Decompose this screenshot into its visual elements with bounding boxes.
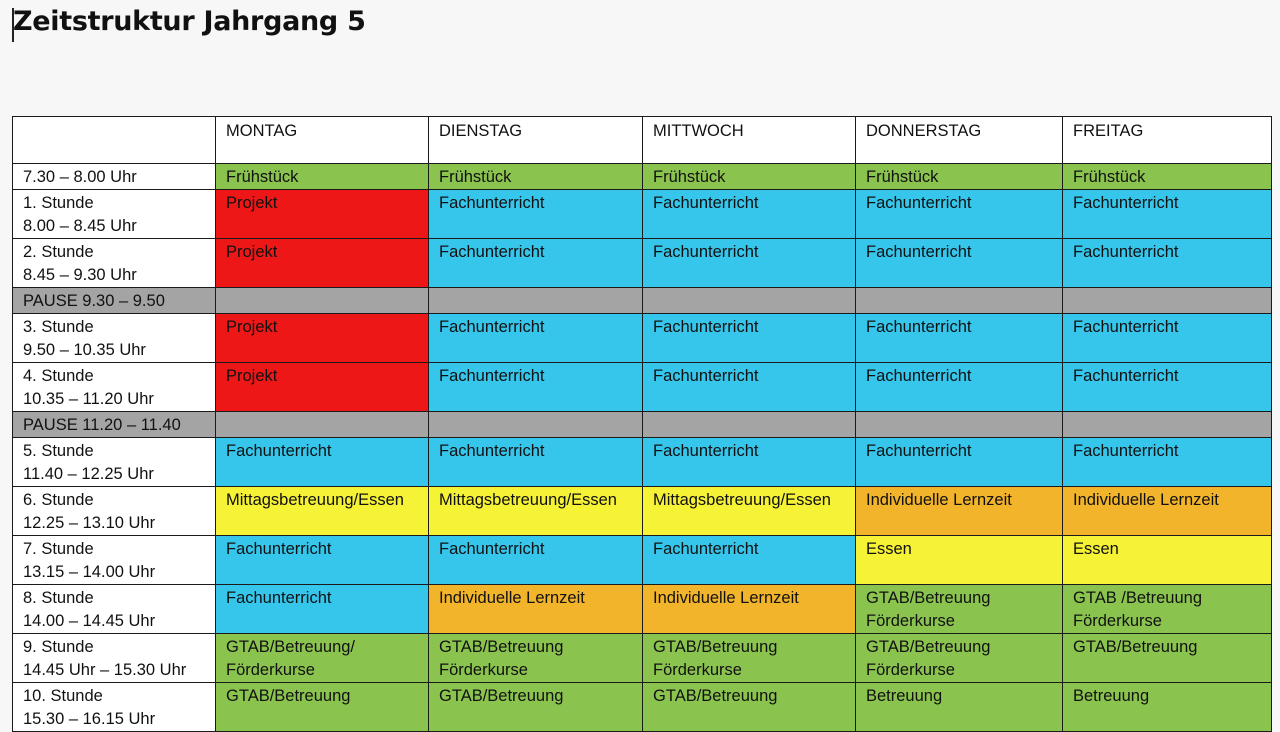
lesson-cell (856, 634, 1063, 683)
lesson-text: Individuelle Lernzeit (653, 589, 799, 607)
period-label: 1. Stunde (23, 194, 94, 212)
lesson-cell (216, 412, 429, 438)
lesson-cell (1063, 683, 1272, 732)
lesson-text: Fachunterricht (866, 318, 972, 336)
period-row (13, 585, 1272, 634)
period-label: 4. Stunde (23, 367, 94, 385)
lesson-text: Fachunterricht (1073, 194, 1179, 212)
corner-cell (13, 117, 216, 164)
lesson-cell (643, 190, 856, 239)
lesson-text: Frühstück (439, 168, 512, 186)
lesson-text: GTAB/Betreuung (1073, 638, 1198, 656)
period-label: PAUSE 11.20 – 11.40 (23, 416, 181, 434)
period-time: 8.00 – 8.45 Uhr (23, 217, 137, 235)
day-header-wednesday: MITTWOCH (643, 117, 856, 164)
lesson-text: Fachunterricht (1073, 318, 1179, 336)
lesson-text: Fachunterricht (866, 194, 972, 212)
period-time-cell (13, 487, 216, 536)
lesson-cell (216, 314, 429, 363)
period-time-cell (13, 164, 216, 190)
lesson-text: Fachunterricht (1073, 442, 1179, 460)
period-label: 3. Stunde (23, 318, 94, 336)
period-time: 14.45 Uhr – 15.30 Uhr (23, 661, 187, 679)
lesson-text: Fachunterricht (226, 442, 332, 460)
period-label: 5. Stunde (23, 442, 94, 460)
lesson-text: Fachunterricht (439, 243, 545, 261)
lesson-text: Förderkurse (439, 661, 528, 679)
period-time-cell (13, 634, 216, 683)
lesson-cell (216, 585, 429, 634)
lesson-cell (643, 683, 856, 732)
lesson-text: Förderkurse (1073, 612, 1162, 630)
period-time: 9.50 – 10.35 Uhr (23, 341, 146, 359)
header-row (13, 117, 1272, 164)
lesson-cell (643, 412, 856, 438)
lesson-text: Individuelle Lernzeit (439, 589, 585, 607)
lesson-text: Fachunterricht (1073, 367, 1179, 385)
lesson-text: Fachunterricht (439, 540, 545, 558)
lesson-cell (216, 190, 429, 239)
lesson-text: Förderkurse (226, 661, 315, 679)
lesson-cell (216, 288, 429, 314)
lesson-cell (856, 585, 1063, 634)
lesson-cell (216, 634, 429, 683)
lesson-text: Projekt (226, 243, 278, 261)
lesson-cell (856, 412, 1063, 438)
pause-row (13, 412, 1272, 438)
period-label: 10. Stunde (23, 687, 103, 705)
period-time-cell (13, 363, 216, 412)
lesson-text: GTAB/Betreuung (653, 638, 778, 656)
period-row (13, 683, 1272, 732)
lesson-cell (856, 288, 1063, 314)
lesson-text: Fachunterricht (866, 442, 972, 460)
lesson-cell (1063, 585, 1272, 634)
lesson-text: Essen (866, 540, 912, 558)
lesson-cell (643, 634, 856, 683)
lesson-cell (1063, 438, 1272, 487)
period-time-cell (13, 585, 216, 634)
lesson-text: GTAB/Betreuung (866, 589, 991, 607)
period-label: PAUSE 9.30 – 9.50 (23, 292, 165, 310)
lesson-cell (429, 487, 643, 536)
lesson-cell (643, 585, 856, 634)
period-row (13, 438, 1272, 487)
lesson-text: Projekt (226, 367, 278, 385)
lesson-cell (643, 288, 856, 314)
period-time: 10.35 – 11.20 Uhr (23, 390, 154, 408)
lesson-text: GTAB /Betreuung (1073, 589, 1203, 607)
lesson-text: Mittagsbetreuung/Essen (439, 491, 617, 509)
period-row (13, 487, 1272, 536)
timetable-body (13, 164, 1272, 732)
period-row (13, 634, 1272, 683)
period-label: 6. Stunde (23, 491, 94, 509)
lesson-cell (429, 438, 643, 487)
lesson-cell (856, 683, 1063, 732)
lesson-text: GTAB/Betreuung (439, 687, 564, 705)
lesson-cell (429, 536, 643, 585)
lesson-text: Fachunterricht (439, 194, 545, 212)
lesson-cell (216, 536, 429, 585)
lesson-cell (1063, 288, 1272, 314)
lesson-cell (856, 487, 1063, 536)
lesson-cell (856, 239, 1063, 288)
period-label: 8. Stunde (23, 589, 94, 607)
lesson-text: Förderkurse (866, 612, 955, 630)
period-time: 8.45 – 9.30 Uhr (23, 266, 137, 284)
lesson-text: Frühstück (866, 168, 939, 186)
period-time-cell (13, 190, 216, 239)
period-time-cell (13, 536, 216, 585)
day-header-monday: MONTAG (216, 117, 429, 164)
period-time-cell (13, 438, 216, 487)
document-title: Zeitstruktur Jahrgang 5 (13, 6, 366, 37)
lesson-text: GTAB/Betreuung (653, 687, 778, 705)
lesson-cell (643, 314, 856, 363)
timetable (12, 116, 1272, 732)
lesson-cell (643, 239, 856, 288)
lesson-text: Förderkurse (653, 661, 742, 679)
lesson-text: Frühstück (226, 168, 299, 186)
lesson-cell (429, 683, 643, 732)
lesson-text: Fachunterricht (653, 318, 759, 336)
pause-row (13, 288, 1272, 314)
lesson-text: GTAB/Betreuung (226, 687, 351, 705)
lesson-cell (643, 487, 856, 536)
lesson-cell (856, 536, 1063, 585)
period-time-cell (13, 314, 216, 363)
lesson-text: Frühstück (1073, 168, 1146, 186)
lesson-text: Projekt (226, 318, 278, 336)
lesson-text: GTAB/Betreuung/ (226, 638, 356, 656)
lesson-text: GTAB/Betreuung (866, 638, 991, 656)
lesson-cell (216, 683, 429, 732)
lesson-cell (1063, 363, 1272, 412)
lesson-cell (1063, 314, 1272, 363)
pause-label-cell (13, 288, 216, 314)
lesson-cell (643, 363, 856, 412)
lesson-text: Mittagsbetreuung/Essen (653, 491, 831, 509)
lesson-text: Fachunterricht (653, 442, 759, 460)
lesson-text: Fachunterricht (439, 318, 545, 336)
lesson-text: Fachunterricht (653, 540, 759, 558)
lesson-text: Fachunterricht (653, 367, 759, 385)
lesson-cell (429, 190, 643, 239)
lesson-text: Fachunterricht (1073, 243, 1179, 261)
lesson-cell (216, 363, 429, 412)
period-time: 12.25 – 13.10 Uhr (23, 514, 156, 532)
period-time-cell (13, 239, 216, 288)
lesson-cell (856, 438, 1063, 487)
day-header-thursday: DONNERSTAG (856, 117, 1063, 164)
lesson-text: Fachunterricht (866, 367, 972, 385)
lesson-text: Betreuung (866, 687, 943, 705)
lesson-cell (1063, 190, 1272, 239)
lesson-text: Essen (1073, 540, 1119, 558)
period-row (13, 363, 1272, 412)
lesson-cell (1063, 239, 1272, 288)
lesson-text: Projekt (226, 194, 278, 212)
lesson-cell (429, 412, 643, 438)
period-row (13, 190, 1272, 239)
period-row (13, 164, 1272, 190)
lesson-text: Fachunterricht (226, 589, 332, 607)
lesson-text: Fachunterricht (439, 442, 545, 460)
period-row (13, 239, 1272, 288)
pause-label-cell (13, 412, 216, 438)
period-row (13, 536, 1272, 585)
lesson-text: Individuelle Lernzeit (866, 491, 1012, 509)
period-row (13, 314, 1272, 363)
lesson-cell (1063, 412, 1272, 438)
period-label: 7.30 – 8.00 Uhr (23, 168, 137, 186)
lesson-cell (1063, 164, 1272, 190)
lesson-cell (429, 164, 643, 190)
period-time: 13.15 – 14.00 Uhr (23, 563, 156, 581)
lesson-text: Mittagsbetreuung/Essen (226, 491, 404, 509)
lesson-text: Fachunterricht (866, 243, 972, 261)
lesson-cell (429, 314, 643, 363)
lesson-cell (856, 314, 1063, 363)
period-time: 14.00 – 14.45 Uhr (23, 612, 156, 630)
lesson-cell (856, 363, 1063, 412)
lesson-cell (643, 536, 856, 585)
lesson-text: Fachunterricht (653, 243, 759, 261)
lesson-cell (216, 487, 429, 536)
lesson-cell (1063, 634, 1272, 683)
period-label: 7. Stunde (23, 540, 94, 558)
period-time-cell (13, 683, 216, 732)
lesson-cell (429, 288, 643, 314)
lesson-cell (643, 438, 856, 487)
lesson-cell (216, 239, 429, 288)
lesson-text: Betreuung (1073, 687, 1150, 705)
day-header-friday: FREITAG (1063, 117, 1272, 164)
period-label: 9. Stunde (23, 638, 94, 656)
lesson-text: Fachunterricht (226, 540, 332, 558)
lesson-cell (643, 164, 856, 190)
lesson-text: Förderkurse (866, 661, 955, 679)
lesson-cell (429, 585, 643, 634)
lesson-text: Frühstück (653, 168, 726, 186)
period-label: 2. Stunde (23, 243, 94, 261)
lesson-cell (856, 164, 1063, 190)
lesson-cell (429, 239, 643, 288)
lesson-cell (216, 164, 429, 190)
lesson-cell (429, 634, 643, 683)
lesson-cell (429, 363, 643, 412)
lesson-cell (216, 438, 429, 487)
period-time: 11.40 – 12.25 Uhr (23, 465, 154, 483)
lesson-cell (1063, 536, 1272, 585)
lesson-text: Fachunterricht (653, 194, 759, 212)
lesson-text: Individuelle Lernzeit (1073, 491, 1219, 509)
lesson-text: Fachunterricht (439, 367, 545, 385)
day-header-tuesday: DIENSTAG (429, 117, 643, 164)
lesson-text: GTAB/Betreuung (439, 638, 564, 656)
lesson-cell (1063, 487, 1272, 536)
period-time: 15.30 – 16.15 Uhr (23, 710, 156, 728)
lesson-cell (856, 190, 1063, 239)
